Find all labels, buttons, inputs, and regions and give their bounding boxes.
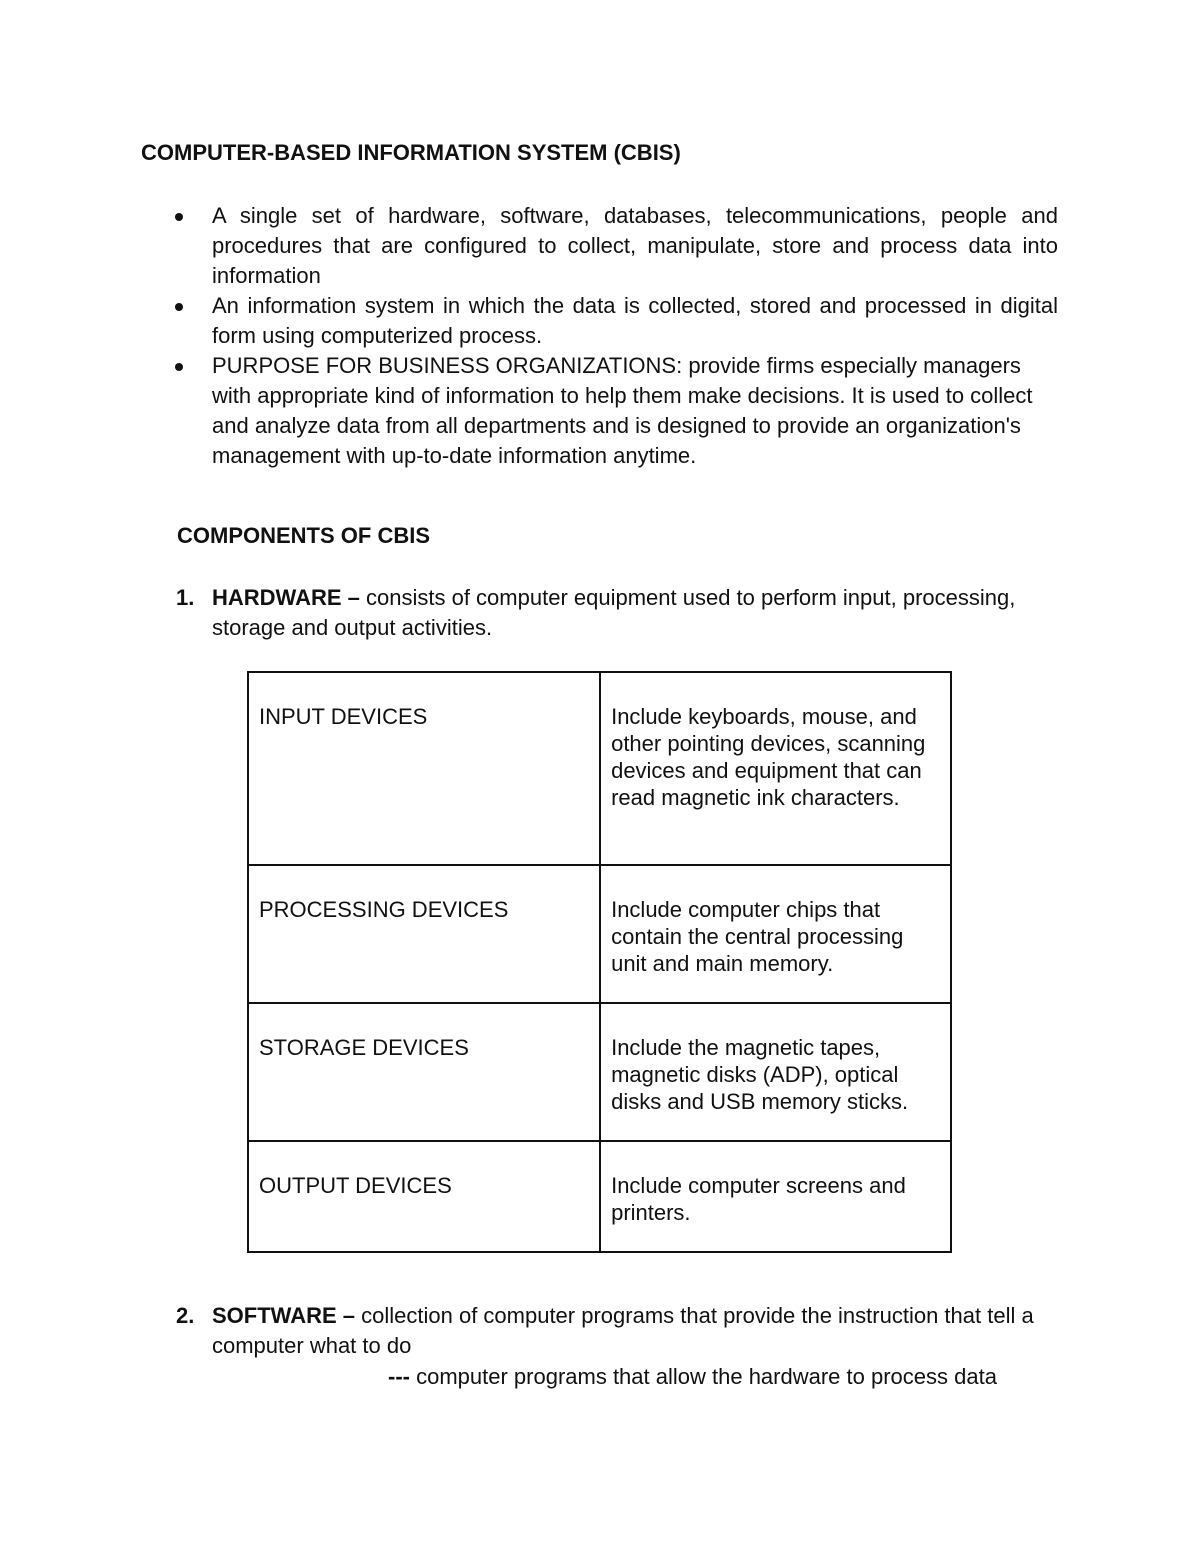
- description-cell: Include computer screens and printers.: [600, 1141, 951, 1252]
- description-cell: Include computer chips that contain the central processing unit and main memory.: [600, 865, 951, 1003]
- device-cell: INPUT DEVICES: [248, 672, 600, 865]
- bullet-text: An information system in which the data is collected, stored and processed in digital form using computerized process.: [212, 293, 1058, 348]
- bullet-item: [212, 201, 1058, 291]
- software-term: SOFTWARE –: [212, 1303, 356, 1328]
- cbis-bullet-list: [0, 201, 1200, 471]
- table-row: [248, 1003, 951, 1141]
- hardware-description: consists of computer equipment used to perform input, processing, storage and output activities.: [212, 585, 1016, 640]
- bullet-item: [212, 291, 1058, 351]
- software-number: 2.: [176, 1303, 195, 1328]
- device-cell: STORAGE DEVICES: [248, 1003, 600, 1141]
- device-cell: PROCESSING DEVICES: [248, 865, 600, 1003]
- software-body: [212, 1301, 1072, 1361]
- bullet-text: PURPOSE FOR BUSINESS ORGANIZATIONS: provide firms especially managers with appropriate kind of information to help them make decisions. It is used to collect and analyze data from all departments and is designed to provide an organization's management with up-to-date information anytime.: [212, 353, 1033, 468]
- hardware-body: [212, 583, 1072, 643]
- description-cell: Include the magnetic tapes, magnetic disks (ADP), optical disks and USB memory sticks.: [600, 1003, 951, 1141]
- hardware-number: 1.: [176, 585, 195, 610]
- bullet-text: A single set of hardware, software, databases, telecommunications, people and procedures that are configured to collect, manipulate, store and process data into information: [212, 203, 1058, 288]
- software-extra-dash: ---: [388, 1364, 410, 1389]
- hardware-table: [247, 671, 952, 1253]
- table-row: [248, 1141, 951, 1252]
- description-cell: Include keyboards, mouse, and other pointing devices, scanning devices and equipment that can read magnetic ink characters.: [600, 672, 951, 865]
- bullet-icon: [175, 213, 183, 221]
- software-extra-text: computer programs that allow the hardware to process data: [409, 1364, 997, 1389]
- table-row: [248, 672, 951, 865]
- software-extra-line: [388, 1362, 997, 1392]
- components-heading: COMPONENTS OF CBIS: [177, 523, 431, 548]
- bullet-item: [212, 351, 1058, 471]
- bullet-icon: [175, 303, 183, 311]
- bullet-icon: [175, 363, 183, 371]
- software-description: collection of computer programs that provide the instruction that tell a computer what to do: [212, 1303, 1034, 1358]
- hardware-term: HARDWARE –: [212, 585, 360, 610]
- document-title: COMPUTER-BASED INFORMATION SYSTEM (CBIS): [141, 140, 681, 165]
- table-row: [248, 865, 951, 1003]
- device-cell: OUTPUT DEVICES: [248, 1141, 600, 1252]
